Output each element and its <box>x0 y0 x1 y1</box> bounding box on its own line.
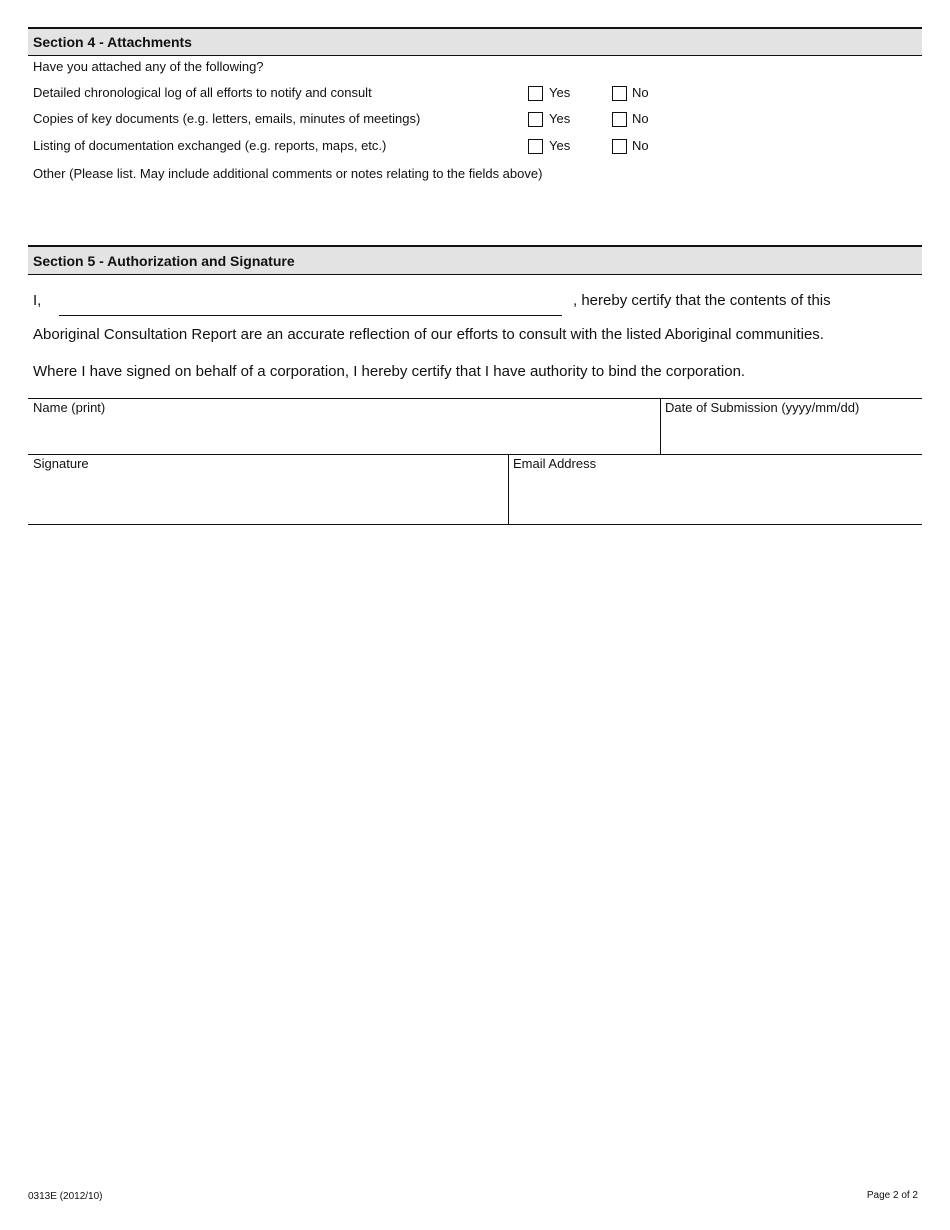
corporation-statement: Where I have signed on behalf of a corporation, I hereby certify that I have authority to bind the corporation. <box>33 363 746 380</box>
key-documents-yes-checkbox[interactable] <box>528 112 543 127</box>
certify-prefix: I, <box>33 292 42 309</box>
page-number: Page 2 of 2 <box>866 1190 918 1201</box>
item-key-documents-label: Copies of key documents (e.g. letters, emails, minutes of meetings) <box>33 111 421 126</box>
email-address-label: Email Address <box>513 456 597 471</box>
documentation-exchanged-no-checkbox[interactable] <box>612 139 627 154</box>
signature-field[interactable] <box>33 474 503 520</box>
name-date-divider <box>660 398 661 454</box>
name-print-label: Name (print) <box>33 400 106 415</box>
section-5-title: Section 5 - Authorization and Signature <box>33 253 295 269</box>
date-of-submission-input[interactable] <box>665 418 918 450</box>
signature-label: Signature <box>33 456 89 471</box>
field-grid-middle-border <box>28 454 922 455</box>
chronological-log-yes-checkbox[interactable] <box>528 86 543 101</box>
key-documents-no-label: No <box>632 111 649 126</box>
field-grid-bottom-border <box>28 524 922 525</box>
section-4-title: Section 4 - Attachments <box>33 34 192 50</box>
certify-statement: Aboriginal Consultation Report are an accurate reflection of our efforts to consult with the listed Aboriginal communities. <box>33 326 824 343</box>
email-address-input[interactable] <box>513 474 918 520</box>
documentation-exchanged-no-label: No <box>632 138 649 153</box>
key-documents-yes-label: Yes <box>549 111 571 126</box>
chronological-log-no-label: No <box>632 85 649 100</box>
attachments-question: Have you attached any of the following? <box>33 59 264 74</box>
documentation-exchanged-yes-checkbox[interactable] <box>528 139 543 154</box>
chronological-log-no-checkbox[interactable] <box>612 86 627 101</box>
field-grid-top-border <box>28 398 922 399</box>
other-input-area[interactable] <box>33 184 918 238</box>
chronological-log-yes-label: Yes <box>549 85 571 100</box>
other-label: Other (Please list. May include additional comments or notes relating to the fields above) <box>33 166 543 181</box>
documentation-exchanged-yes-label: Yes <box>549 138 571 153</box>
certifier-name-input[interactable] <box>59 288 562 316</box>
date-of-submission-label: Date of Submission (yyyy/mm/dd) <box>665 400 860 415</box>
item-chronological-log-label: Detailed chronological log of all efforts to notify and consult <box>33 85 372 100</box>
key-documents-no-checkbox[interactable] <box>612 112 627 127</box>
section-4-header <box>28 27 922 56</box>
signature-email-divider <box>508 454 509 524</box>
item-documentation-exchanged-label: Listing of documentation exchanged (e.g. reports, maps, etc.) <box>33 138 387 153</box>
name-print-input[interactable] <box>33 418 653 450</box>
section-5-header <box>28 245 922 275</box>
certify-suffix: , hereby certify that the contents of this <box>573 292 831 309</box>
form-code: 0313E (2012/10) <box>28 1191 103 1202</box>
